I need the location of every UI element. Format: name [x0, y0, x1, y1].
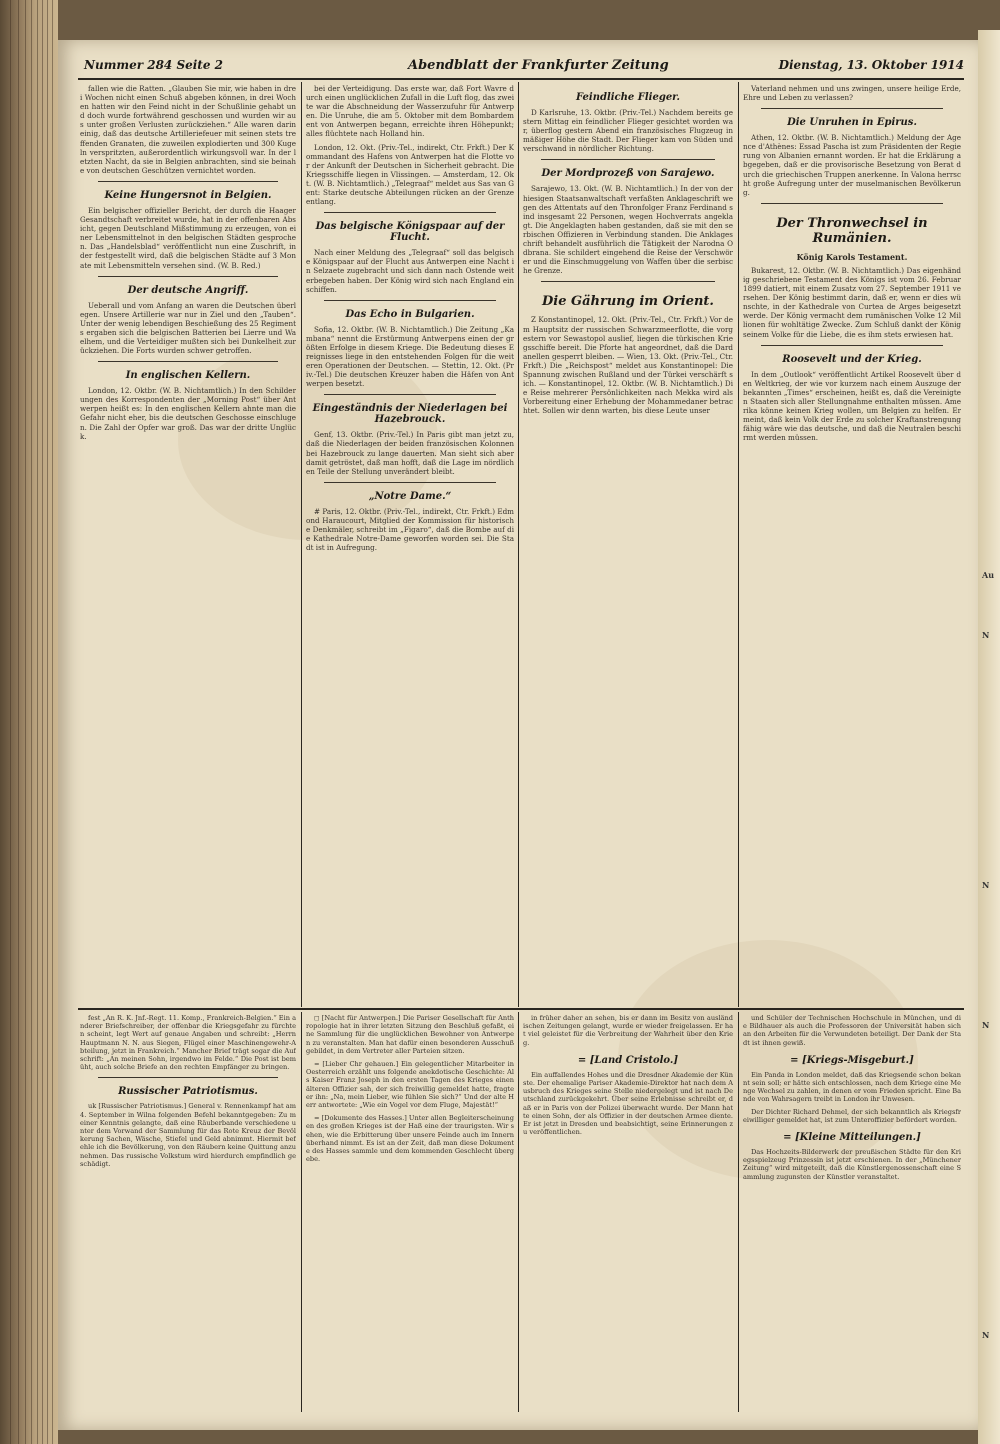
article-text: Sarajewo, 13. Okt. (W. B. Nichtamtlich.) In der von der hiesigen Staatsanwaltschaft verfaßten Anklageschrift wegen des Attentats auf den Thronfolger Franz Ferdinand sind insgesamt 22 Personen, wegen Hochverrats angeklagt. Die Angeklagten haben gestanden, daß sie mit den serbischen Offizieren in Verbindung standen. Die Anklageschrift behandelt ausführlich die Tätigkeit der Narodna Odbrana. Sie schildert eingehend die Reise der Verschwörer und die Einschmuggelung von Waffen über die serbische Grenze. — [523, 184, 733, 276]
article-heading: Der deutsche Angriff. — [127, 284, 249, 296]
article-text: Ein belgischer offizieller Bericht, der durch die Haager Gesandtschaft verbreitet wurde, hat in der offenbaren Absicht, gegen Deutschland Mißstimmung zu erzeugen, von einer Lebensmittelnot in den belgischen Städten gesprochen. Das „Handelsblad“ veröffentlicht nun eine Zuschrift, in der festgestellt wird, daß die belgischen Städte auf 3 Monate mit Lebensmitteln versehen sind. (W. B. Red.) — [80, 205, 296, 270]
article-text: Athen, 12. Oktbr. (W. B. Nichtamtlich.) Meldung der Agence d'Athènes: Essad Pascha ist zum Präsidenten der Regierung von Albanien ernannt worden. Er hat die Erklärung abgegeben, daß er die provisorische Besetzung von Berat durch die griechischen Truppen anerkenne. In Valona herrscht große Aufregung unter der muselmanischen Bevölkerung. — [743, 133, 961, 197]
article-text: In dem „Outlook“ veröffentlicht Artikel Roosevelt über den Weltkrieg, der wie vor kurzem nach einem Auszuge der bekannten „Times“ erscheinen, heißt es, daß die Vereinigten Staaten sich aller Stellungnahme enthalten müssen. Amerika könne keinen Krieg wollen, um Belgien zu helfen. Er meint, daß kein Volk der Erde zu solcher Kraftanstrengung fähig wäre wie das deutsche, und daß die Neutralen beschirmt werden müssen. — [743, 369, 961, 443]
article-text: in früher daher an sehen, bis er dann im Besitz von ausländischen Zeitungen gelangt, wurde er wieder freigelassen. Er hat viel geleistet für die Verbreitung der Wahrheit über den Krieg. — [523, 1014, 733, 1047]
article-text: D Karlsruhe, 13. Oktbr. (Priv.-Tel.) Nachdem bereits gestern Mittag ein feindlicher Flieger gesichtet worden war, überflog gestern Abend ein französisches Flugzeug in mäßiger Höhe die Stadt. Der Flieger kam von Süden und verschwand in nördlicher Richtung. — [523, 108, 733, 154]
article-text: ◻ [Nacht für Antwerpen.] Die Pariser Gesellschaft für Anthropologie hat in ihrer letzten Sitzung den Beschluß gefaßt, eine Sammlung für die unglücklichen Bewohner von Antwerpen zu veranstalten. Man hat dafür einen besonderen Ausschuß gebildet, in dem Vertreter aller Parteien sitzen. — [306, 1014, 514, 1055]
article-text: fallen wie die Ratten. „Glauben Sie mir, wie haben in drei Wochen nicht einen Schuß abgeben können, in drei Wochen hatten wir den Feind nicht in der Schußlinie gehabt und doch wurde fortwährend geschossen und wurden wir aus unter großen Verlusten zurückziehen.“ Alle waren darin einig, daß das deutsche Artilleriefeuer mit seinen stets treffenden Granaten, die zuweilen explodierten und 300 Kugeln verspritzten, außerordentlich wirkungsvoll war. In der letzten Nacht, da sie in Belgien anbrachten, sind sie beinahe von deutschen Geschützen vernichtet worden. — [80, 84, 296, 175]
masthead-rule — [78, 78, 964, 80]
column-rule — [738, 82, 739, 1007]
article-heading: Keine Hungersnot in Belgien. — [104, 189, 272, 201]
article-text: bei der Verteidigung. Das erste war, daß Fort Wavre durch einen unglücklichen Zufall in die Luft flog, das zweite war die Abschneidung der Wasserzufuhr für Antwerpen. Die Unruhe, die am 5. Oktober mit dem Bombardement von Antwerpen begann, erreichte ihren Höhepunkt; alles flüchtete nach Holland hin. — [306, 84, 514, 139]
article-text: Z Konstantinopel, 12. Okt. (Priv.-Tel., Ctr. Frkft.) Vor dem Hauptsitz der russischen Schwarzmeerflotte, die vorgestern vor Sewastopol auslief, liegen die türkischen Kriegsschiffe bereit. Die Pforte hat angeordnet, daß die Dardanellen gesperrt bleiben. — Wien, 13. Okt. (Priv.-Tel., Ctr. Frkft.) Die „Reichspost“ meldet aus Konstantinopel: Die Spannung zwischen Rußland und der Türkei verschärft sich. — Konstantinopel, 12. Oktbr. (W. B. Nichtamtlich.) Die Reise mehrerer Persönlichkeiten nach Mekka wird als Vorbereitung einer Erhebung der Mohammedaner betrachtet. Sollen wir denn warten, bis diese Leute unser — [523, 315, 733, 416]
feuilleton-column-1 — [80, 1014, 296, 1409]
article-text: Ein Panda in London meldet, daß das Kriegsende schon bekannt sein soll; er hätte sich entschlossen, nach dem Kriege eine Menge Wechsel zu zahlen, in denen er vom Frieden spricht. Eine Bande von Wahrsagern treibt in London ihr Unwesen. — [743, 1070, 961, 1104]
adjacent-page-fragment: N — [982, 630, 990, 640]
article-heading: Feindliche Flieger. — [575, 92, 681, 103]
column-rule — [738, 1012, 739, 1412]
article-text: uk [Russischer Patriotismus.] General v. Rennenkampf hat am 4. September in Wilna folgenden Befehl bekanntgegeben: Zu meiner Kenntnis gelangte, daß eine Räuberbande verschiedene unter dem Vorwand der Sammlung für das Rote Kreuz der Bevölkerung Sachen, Wäsche, Stiefel und Geld abnimmt. Hiermit befehle ich die Bevölkerung, von den Räubern keine Quittung anzunehmen. Das russische Volkstum wird hierdurch empfindlich geschädigt. — [80, 1102, 296, 1168]
adjacent-page-fragment: Au — [982, 570, 995, 580]
column-2 — [306, 84, 514, 1004]
column-1 — [80, 84, 296, 1004]
article-text: London, 12. Oktbr. (W. B. Nichtamtlich.) In den Schilderungen des Korrespondenten der „Morning Post“ über Antwerpen heißt es: In den englischen Kellern ahnte man die Gefahr nicht eher, bis die deutschen Geschosse einschlugen. Die Zahl der Opfer war groß. Das war der dritte Unglück. — [80, 386, 296, 441]
article-text: Der Dichter Richard Dehmel, der sich bekanntlich als Kriegsfreiwilliger gemeldet hat, ist zum Unteroffizier befördert worden. — [743, 1107, 961, 1124]
issue-date: Dienstag, 13. Oktober 1914 — [778, 58, 964, 72]
feuilleton-column-4 — [743, 1014, 961, 1409]
article-heading: Roosevelt und der Krieg. — [782, 353, 922, 365]
article-heading: = [Land Cristolo.] — [577, 1054, 679, 1066]
article-heading: = [Kleine Mitteilungen.] — [783, 1132, 921, 1144]
article-text: und Schüler der Technischen Hochschule in München, und die Bildhauer als auch die Professoren der Universität haben sich an den Arbeiten für die Verwundeten beteiligt. Der Dank der Stadt ist ihnen gewiß. — [743, 1014, 961, 1047]
article-text: fest „An R. K. Jnf.-Regt. 11. Komp., Frankreich-Belgien.“ Ein anderer Briefschreiber, der offenbar die Kriegsgefahr zu fürchten scheint, legt Wert auf genaue Angaben und schreibt: „Herrn Hauptmann N. N. aus Siegen, Flügel einer Maschinengewehr-Abteilung, jetzt in Frankreich.“ Mancher Brief trägt sogar die Aufschrift: „An meinen Sohn, irgendwo im Felde.“ Die Post ist bemüht, auch solche Briefe an den rechten Empfänger zu bringen. — [80, 1014, 296, 1072]
article-text: Das Hochzeits-Bilderwerk der preußischen Städte für den Kriegsspielzeug Prinzessin ist jetzt erschienen. In der „Münchener Zeitung“ wird mitgeteilt, daß die Künstlergenossenschaft eine Sammlung zugunsten der Künstler veranstaltet. — [743, 1148, 961, 1181]
article-heading: In englischen Kellern. — [125, 370, 251, 382]
article-heading: Russischer Patriotismus. — [118, 1086, 258, 1098]
column-rule — [301, 1012, 302, 1412]
article-heading: „Notre Dame.“ — [368, 490, 452, 502]
adjacent-page-fragment: N — [982, 880, 990, 890]
article-text: Ein auffallendes Hohes und die Dresdner Akademie der Künste. Der ehemalige Pariser Akademie-Direktor hat nach dem Ausbruch des Krieges seine Stelle niedergelegt und ist nach Deutschland zurückgekehrt. Über seine Erlebnisse schreibt er, daß er in Paris von der Polizei überwacht wurde. Der Mann hatte einen Sohn, der als Offizier in der deutschen Armee diente. Er ist jetzt in Dresden und beabsichtigt, seine Erinnerungen zu veröffentlichen. — [523, 1070, 733, 1137]
feuilleton-column-3 — [523, 1014, 733, 1409]
article-heading: Eingeständnis der Niederlagen bei Hazebrouck. — [312, 403, 508, 426]
newspaper-page — [58, 40, 978, 1430]
article-text: Vaterland nehmen und uns zwingen, unsere heilige Erde, Ehre und Leben zu verlassen? — [743, 84, 961, 103]
column-3 — [523, 84, 733, 1004]
newspaper-title: Abendblatt der Frankfurter Zeitung — [408, 58, 669, 73]
article-heading: Die Gährung im Orient. — [542, 294, 714, 310]
article-text: Sofia, 12. Oktbr. (W. B. Nichtamtlich.) Die Zeitung „Kambana“ nennt die Erstürmung Antwerpens einen der größten Erfolge in diesem Kriege. Die Bedeutung dieses Ereignisses liege in den entstehenden Folgen für die weiteren Operationen der Deutschen. — Stettin, 12. Okt. (Priv.-Tel.) Die deutschen Kreuzer haben die Häfen von Antwerpen besetzt. — [306, 324, 514, 389]
feuilleton-column-2 — [306, 1014, 514, 1409]
adjacent-page-fragment: N — [982, 1330, 990, 1340]
article-heading: Das Echo in Bulgarien. — [345, 308, 475, 320]
article-text: = [Dokumente des Hasses.] Unter allen Begleiterscheinungen des großen Krieges ist der Haß eine der traurigsten. Wir sehen, wie die Erbitterung über unsere Feinde auch im Innern überhand nimmt. Es ist an der Zeit, daß man diese Dokumente des Hasses sammle und dem kommenden Geschlecht übergebe. — [306, 1114, 514, 1164]
article-text: Bukarest, 12. Oktbr. (W. B. Nichtamtlich.) Das eigenhändig geschriebene Testament des Königs ist vom 26. Februar 1899 datiert, mit einem Zusatz vom 27. September 1911 versehen. Der König bestimmt darin, daß er, wenn er dies wünschte, in der Kathedrale von Curtea de Arges beigesetzt werde. Der König vermacht dem rumänischen Volke 12 Millionen für wohltätige Zwecke. Zum Schluß dankt der König seinem Volke für die Liebe, die es ihm stets erwiesen hat. — [743, 265, 961, 339]
column-4 — [743, 84, 961, 1004]
book-binding — [0, 0, 58, 1444]
adjacent-page-fragment: N — [982, 1020, 990, 1030]
article-text: London, 12. Okt. (Priv.-Tel., indirekt, Ctr. Frkft.) Der Kommandant des Hafens von Antwerpen hat die Flotte vor der Ankunft der Deutschen in Sicherheit gebracht. Die Kriegsschiffe liegen in Vlissingen. — Amsterdam, 12. Okt. (W. B. Nichtamtlich.) „Telegraaf“ meldet aus Sas van Gent: Starke deutsche Abteilungen rücken an der Grenze entlang. — [306, 142, 514, 207]
column-rule — [518, 82, 519, 1007]
article-text: Nach einer Meldung des „Telegraaf“ soll das belgische Königspaar auf der Flucht aus Antwerpen eine Nacht in Selzaete zugebracht und sich dann nach Ostende weiterbegeben haben. Der König wird sich nach England einschiffen. — [306, 248, 514, 294]
issue-number: Nummer 284 Seite 2 — [84, 58, 224, 72]
masthead — [78, 52, 964, 78]
article-text: Genf, 13. Oktbr. (Priv.-Tel.) In Paris gibt man jetzt zu, daß die Niederlagen der beiden französischen Kolonnen bei Hazebrouck zu lange dauerten. Man sieht sich aber damit getröstet, daß man hofft, daß die Lage im nördlichen Teile der Stellung unverändert bleibt. — [306, 430, 514, 476]
article-text: = [Lieber Chr gehauen.] Ein gelegentlicher Mitarbeiter in Oesterreich erzählt uns folgende anekdotische Geschichte: Als Kaiser Franz Joseph in den ersten Tagen des Krieges einen älteren Offizier sah, der sich freiwillig gemeldet hatte, fragte er ihn: „Na, mein Lieber, wie fühlen Sie sich?“ Und der alte Herr antwortete: „Wie ein Vogel vor dem Fluge, Majestät!“ — [306, 1060, 514, 1110]
article-heading: Die Unruhen in Epirus. — [787, 117, 917, 129]
article-heading: Der Thronwechsel in Rumänien. — [776, 215, 928, 246]
article-heading: = [Kriegs-Misgeburt.] — [790, 1054, 914, 1066]
article-subheading: König Karols Testament. — [796, 251, 908, 262]
article-heading: Das belgische Königspaar auf der Flucht. — [315, 221, 505, 244]
article-heading: Der Mordprozeß von Sarajewo. — [541, 168, 715, 180]
column-rule — [301, 82, 302, 1007]
article-text: Ueberall und vom Anfang an waren die Deutschen überlegen. Unsere Artillerie war nur in Ziel und den „Tauben“. Unter der wenig lebendigen Beschießung des 25 Regiments ergaben sich die belgischen Batterien bei Lierre und Waelhem, und die Verteidiger mußten sich bei Dunkelheit zurückziehen. Die Forts wurden schwer getroffen. — [80, 300, 296, 356]
feuilleton-rule — [78, 1008, 964, 1010]
article-text: # Paris, 12. Oktbr. (Priv.-Tel., indirekt, Ctr. Frkft.) Edmond Haraucourt, Mitglied der Kommission für historische Denkmäler, schreibt im „Figaro“, daß die Bombe auf die Kathedrale Notre-Dame geworfen worden sei. Die Stadt ist in Aufregung. — [306, 506, 514, 553]
column-rule — [518, 1012, 519, 1412]
adjacent-page-edge — [978, 30, 1000, 1444]
